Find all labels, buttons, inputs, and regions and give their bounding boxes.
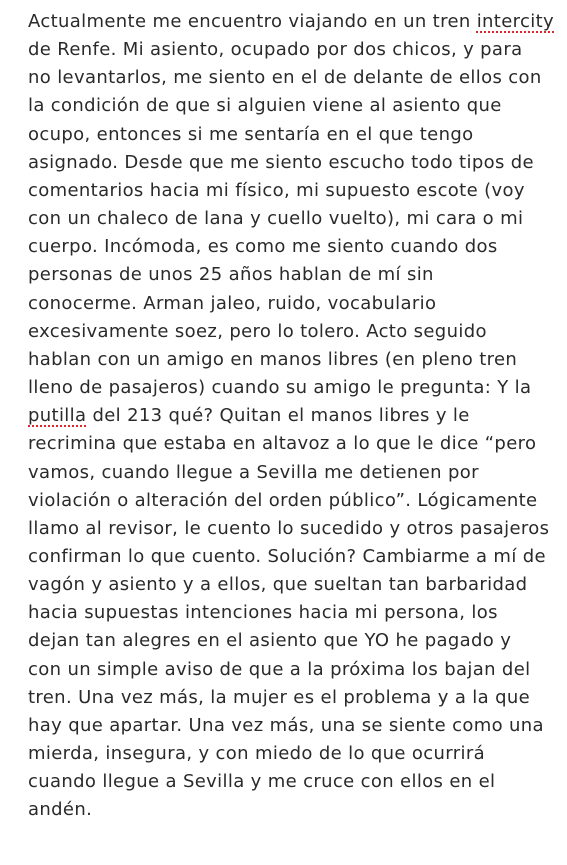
note-line-text: vamos, cuando llegue a Sevilla me detienen por [28,461,479,483]
note-line-text: no levantarlos, me siento en el de delante de ellos con [28,67,542,89]
note-line [28,459,558,487]
note-line-text: personas de unos 25 años hablan de mí sin [28,264,434,286]
note-line-text: del 213 qué? Quitan el manos libres y le [86,405,470,427]
note-line [28,92,558,120]
note-line [28,571,558,599]
note-line [28,515,558,543]
note-line-text: mierda, insegura, y con miedo de lo que ocurrirá [28,743,485,765]
misspelled-word: intercity [476,11,555,32]
note-line-text: cuando llegue a Sevilla y me cruce con ellos en el [28,771,496,793]
note-line-text: andén. [28,799,93,821]
note-line-text: de Renfe. Mi asiento, ocupado por dos chicos, y para [28,39,523,61]
note-line [28,430,558,458]
note-line-text: tren. Una vez más, la mujer es el problema y a la que [28,686,531,708]
note-line-text: asignado. Desde que me siento escucho todo tipos de [28,151,534,173]
note-line [28,740,558,768]
note-line [28,543,558,571]
note-line-text: hacia supuestas intenciones hacia mi persona, los [28,602,498,624]
note-line [28,318,558,346]
note-line-text: excesivamente soez, pero lo tolero. Acto seguido [28,320,487,342]
note-line [28,627,558,655]
note-line [28,684,558,712]
note-line-text: con un chaleco de lana y cuello vuelto), mi cara o mi [28,208,524,230]
note-line-text: Actualmente me encuentro viajando en un tren [28,11,477,32]
note-line-text: hay que apartar. Una vez más, una se siente como una [28,714,544,736]
note-line-text: conocerme. Arman jaleo, ruido, vocabulario [28,292,437,314]
note-line [28,487,558,515]
note-line-text: vagón y asiento y a ellos, que sueltan tan barbaridad [28,574,528,596]
note-line-text: hablan con un amigo en manos libres (en pleno tren [28,348,518,370]
note-line [28,796,558,824]
note-line [28,36,558,64]
note-line [28,261,558,289]
note-line-text: dejan tan alegres en el asiento que YO he pagado y [28,630,512,652]
note-line [28,656,558,684]
note-line-text: confirman lo que cuento. Solución? Cambiarme a mí de [28,545,546,567]
note-text [28,8,558,825]
note-line-text: llamo al revisor, le cuento lo sucedido y otros pasajeros [28,517,550,539]
note-line [28,8,558,36]
note-line [28,402,558,430]
note-line-text: comentarios hacia mi físico, mi supuesto escote (voy [28,179,525,201]
note-line-text: lleno de pasajeros) cuando su amigo le pregunta: Y la [28,377,532,399]
note-line-text: violación o alteración del orden público”. Lógicamente [28,489,538,511]
note-line [28,177,558,205]
note-line-text: recrimina que estaba en altavoz a lo que le dice “pero [28,433,537,455]
note-line-text: cuerpo. Incómoda, es como me siento cuando dos [28,236,498,258]
note-line [28,64,558,92]
note-line [28,346,558,374]
note-line [28,374,558,402]
note-line-text: la condición de que si alguien viene al asiento que [28,95,502,117]
note-line [28,149,558,177]
note-line [28,768,558,796]
note-line [28,205,558,233]
misspelled-word: putilla [28,405,87,427]
note-line [28,712,558,740]
note-line-text: con un simple aviso de que a la próxima los bajan del [28,658,531,680]
note-line [28,599,558,627]
note-line [28,121,558,149]
note-line [28,233,558,261]
note-line-text: ocupo, entonces si me sentaría en el que tengo [28,123,474,145]
note-line [28,290,558,318]
